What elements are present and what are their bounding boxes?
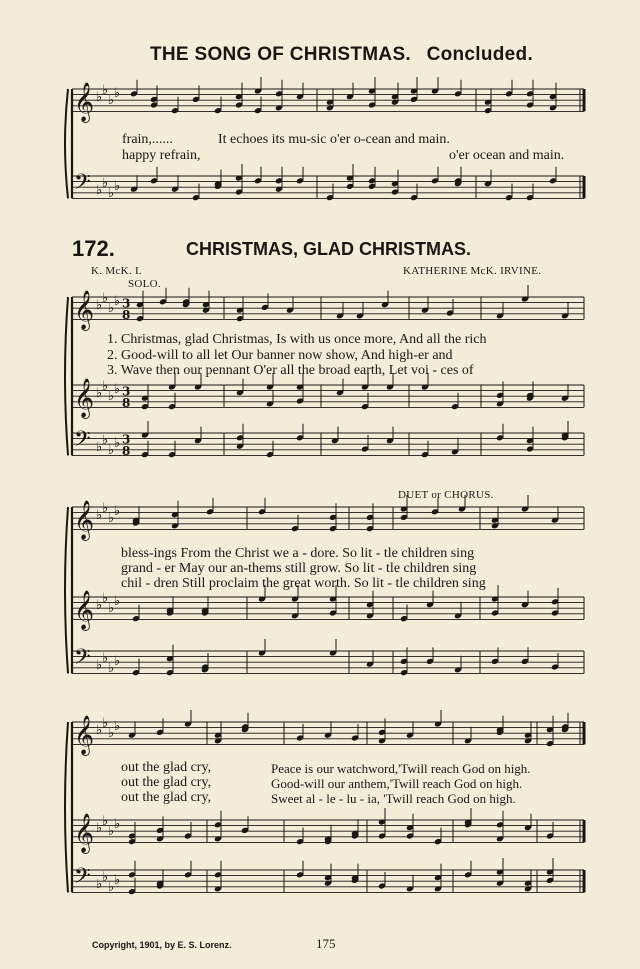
flat-icon: ♭ — [96, 598, 103, 613]
flat-icon: ♭ — [102, 870, 109, 885]
flat-icon: ♭ — [96, 298, 103, 313]
hymn-title: CHRISTMAS, GLAD CHRISTMAS. — [186, 239, 471, 259]
solo-label: SOLO. — [128, 278, 161, 290]
flat-icon: ♭ — [108, 880, 115, 895]
time-signature-bottom: 8 — [122, 396, 131, 410]
time-signature-top: 3 — [122, 296, 131, 311]
system2-treble-staff — [72, 590, 584, 631]
treble-clef-icon: 𝄞 — [74, 378, 95, 418]
concluded-lyric-1a: frain,...... — [122, 132, 173, 147]
flat-icon: ♭ — [114, 504, 121, 519]
flat-icon: ♭ — [96, 821, 103, 836]
flat-icon: ♭ — [114, 654, 121, 669]
flat-icon: ♭ — [108, 301, 115, 316]
verse-1-line-c-left: out the glad cry, — [121, 760, 212, 775]
flat-icon: ♭ — [96, 90, 103, 105]
time-signature-top: 3 — [122, 384, 131, 399]
flat-icon: ♭ — [102, 379, 109, 394]
treble-clef-icon: 𝄞 — [74, 813, 95, 853]
treble-clef-icon: 𝄞 — [74, 590, 95, 630]
flat-icon: ♭ — [102, 501, 109, 516]
flat-icon: ♭ — [108, 443, 115, 458]
flat-icon: ♭ — [96, 440, 103, 455]
composer-credit: K. McK. I. — [91, 265, 142, 277]
flat-icon: ♭ — [108, 511, 115, 526]
verse-2-line-b: grand - er May our an-thems still grow. So lit - tle children sing — [121, 561, 477, 576]
system1-bracket-bracket — [65, 297, 68, 455]
treble-clef-icon: 𝄞 — [74, 82, 95, 122]
flat-icon: ♭ — [114, 86, 121, 101]
treble-clef-icon: 𝄞 — [74, 290, 95, 330]
flat-icon: ♭ — [96, 386, 103, 401]
flat-icon: ♭ — [114, 382, 121, 397]
verse-2-line-a: 2. Good-will to all let Our banner now show, And high-er and — [107, 348, 453, 363]
flat-icon: ♭ — [108, 186, 115, 201]
flat-icon: ♭ — [114, 294, 121, 309]
verse-3-line-c-right: Sweet al - le - lu - ia, 'Twill reach God on high. — [271, 791, 516, 806]
hymn-number: 172. — [72, 236, 115, 261]
flat-icon: ♭ — [102, 591, 109, 606]
flat-icon: ♭ — [102, 651, 109, 666]
system2-bass-staff — [72, 645, 584, 676]
flat-icon: ♭ — [96, 877, 103, 892]
verse-1-line-a: 1. Christmas, glad Christmas, Is with us once more, And all the rich — [107, 332, 487, 347]
bass-clef-icon: 𝄢 — [74, 864, 91, 894]
author-credit: KATHERINE McK. IRVINE. — [403, 265, 542, 277]
chorus-label: DUET or CHORUS. — [398, 489, 494, 501]
copyright-notice: Copyright, 1901, by E. S. Lorenz. — [92, 940, 232, 950]
flat-icon: ♭ — [108, 601, 115, 616]
flat-icon: ♭ — [114, 594, 121, 609]
concluded-lyric-2b: o'er ocean and main. — [449, 148, 565, 163]
flat-icon: ♭ — [114, 873, 121, 888]
flat-icon: ♭ — [96, 723, 103, 738]
flat-icon: ♭ — [108, 93, 115, 108]
verse-3-line-c-left: out the glad cry, — [121, 790, 212, 805]
verse-2-line-c-right: Good-will our anthem,'Twill reach God on high. — [271, 776, 523, 791]
flat-icon: ♭ — [108, 389, 115, 404]
flat-icon: ♭ — [102, 433, 109, 448]
flat-icon: ♭ — [114, 179, 121, 194]
bass-clef-icon: 𝄢 — [74, 645, 91, 675]
system1-treble-staff — [72, 378, 584, 419]
time-signature-bottom: 8 — [122, 444, 131, 458]
section-title-suffix: Concluded. — [426, 44, 534, 65]
concluded-system-bracket-bracket — [65, 89, 68, 198]
section-title-main: THE SONG OF CHRISTMAS. — [150, 44, 411, 65]
system2-bracket-bracket — [65, 507, 68, 673]
verse-1-line-b: bless-ings From the Christ we a - dore. So lit - tle children sing — [121, 546, 475, 561]
flat-icon: ♭ — [108, 726, 115, 741]
concluded-lyric-1b: It echoes its mu-sic o'er o-cean and main. — [218, 132, 450, 147]
flat-icon: ♭ — [114, 817, 121, 832]
time-signature-top: 3 — [122, 432, 131, 447]
system1-bass-staff — [72, 427, 584, 458]
flat-icon: ♭ — [96, 508, 103, 523]
flat-icon: ♭ — [114, 719, 121, 734]
bass-clef-icon: 𝄢 — [74, 170, 91, 200]
system3-bracket-bracket — [65, 722, 68, 892]
verse-1-line-c-right: Peace is our watchword,'Twill reach God on high. — [271, 761, 531, 776]
bass-clef-icon: 𝄢 — [74, 427, 91, 457]
system3-treble-staff — [72, 813, 584, 854]
verse-2-line-c-left: out the glad cry, — [121, 775, 212, 790]
flat-icon: ♭ — [102, 814, 109, 829]
time-signature-bottom: 8 — [122, 308, 131, 322]
treble-clef-icon: 𝄞 — [74, 500, 95, 540]
page-number: 175 — [316, 936, 336, 951]
system1-voice-staff — [72, 290, 584, 331]
system2-voice-staff — [72, 500, 584, 541]
flat-icon: ♭ — [102, 291, 109, 306]
verse-3-line-a: 3. Wave then our pennant O'er all the broad earth, Let voi - ces of — [107, 363, 474, 378]
flat-icon: ♭ — [96, 183, 103, 198]
flat-icon: ♭ — [114, 436, 121, 451]
treble-clef-icon: 𝄞 — [74, 715, 95, 755]
flat-icon: ♭ — [96, 658, 103, 673]
flat-icon: ♭ — [108, 824, 115, 839]
verse-3-line-b: chil - dren Still proclaim the great worth. So lit - tle children sing — [121, 576, 486, 591]
flat-icon: ♭ — [102, 176, 109, 191]
section-title — [150, 44, 533, 66]
flat-icon: ♭ — [108, 661, 115, 676]
flat-icon: ♭ — [102, 83, 109, 98]
flat-icon: ♭ — [102, 716, 109, 731]
concluded-lyric-2a: happy refrain, — [122, 148, 201, 163]
